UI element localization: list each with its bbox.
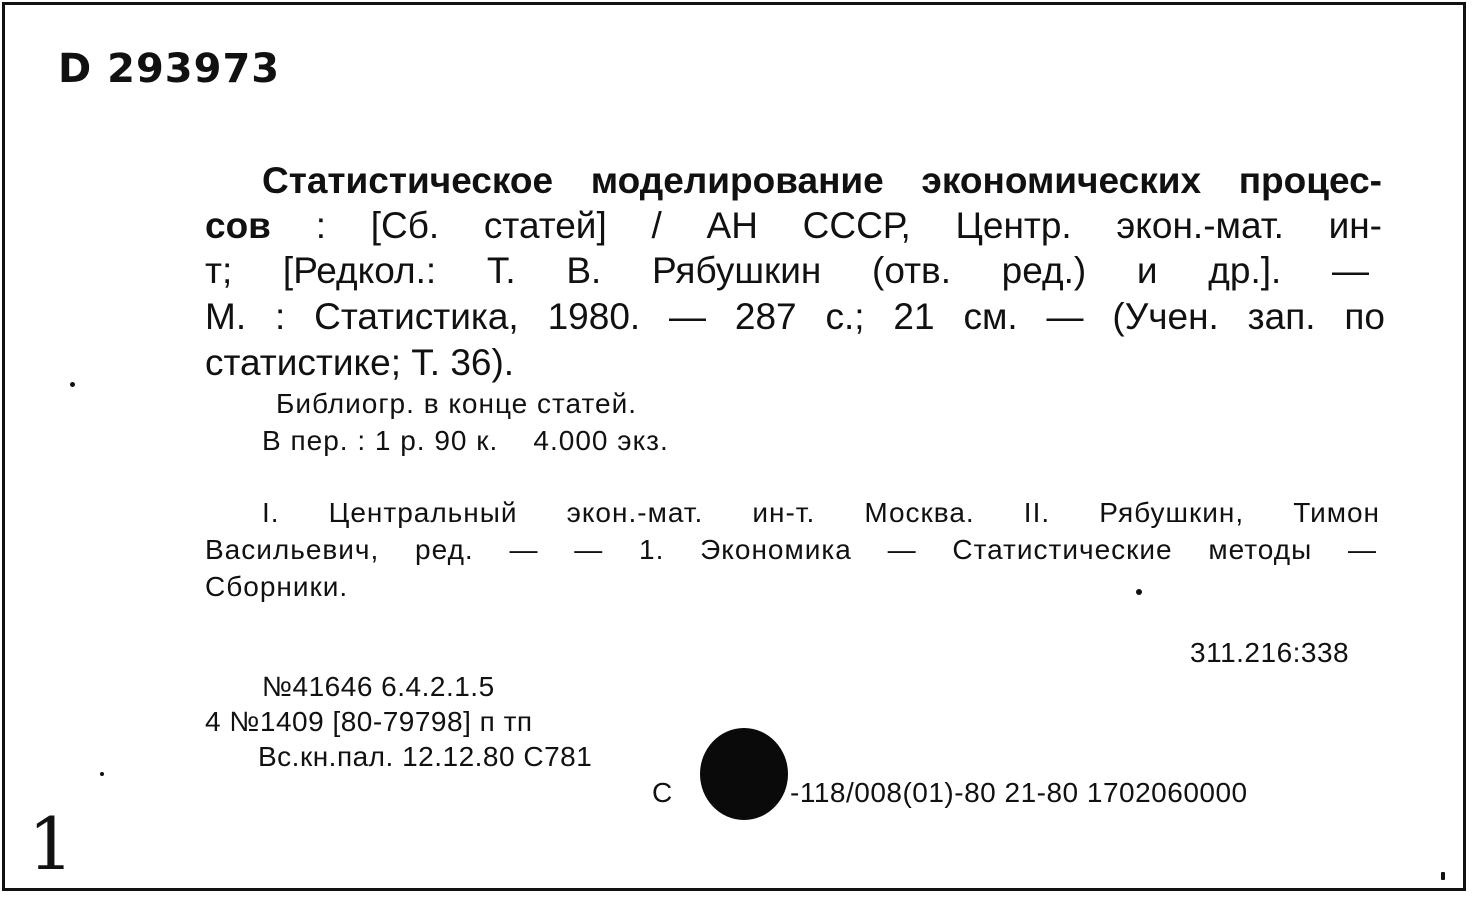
handwritten-mark: 1 xyxy=(28,802,74,886)
imprint-line-2: 4 №1409 [80-79798] п тп xyxy=(205,706,533,737)
imprint-line-1: №41646 6.4.2.1.5 xyxy=(262,671,495,702)
description-line-4: М. : Статистика, 1980. — 287 с.; 21 см. — (Учен. зап. по xyxy=(205,296,1385,337)
punch-hole xyxy=(700,728,788,820)
imprint-line-4: -118/008(01)-80 21-80 1702060000 xyxy=(790,777,1248,808)
bibliography-note: Библиогр. в конце статей. xyxy=(276,388,637,419)
price-note: В пер. : 1 р. 90 к. 4.000 экз. xyxy=(262,425,669,456)
ink-speck xyxy=(1136,589,1142,595)
ink-speck xyxy=(1441,872,1445,880)
tracing-line-1: I. Центральный экон.-мат. ин-т. Москва. II. Рябушкин, Тимон xyxy=(262,497,1380,528)
description-line-2 xyxy=(205,203,1382,248)
description-line-3: т; [Редкол.: Т. В. Рябушкин (отв. ред.) и др.]. — xyxy=(205,250,1369,291)
tracing-line-3: Сборники. xyxy=(205,571,349,602)
series-statement: : [Сб. статей] / АН СССР, Центр. экон.-мат. ин- xyxy=(315,205,1383,246)
imprint-line-4-prefix: С xyxy=(652,777,673,808)
tracing-line-2: Васильевич, ред. — — 1. Экономика — Статистические методы — xyxy=(205,534,1377,565)
title-continuation: сов xyxy=(205,205,271,246)
call-number: D 293973 xyxy=(58,46,281,92)
imprint-line-3: Вс.кн.пал. 12.12.80 С781 xyxy=(258,741,593,772)
ink-speck xyxy=(70,382,75,387)
classification-index: 311.216:338 xyxy=(1190,637,1350,668)
ink-speck xyxy=(100,772,104,776)
description-line-5: статистике; Т. 36). xyxy=(205,342,515,383)
title-line: Статистическое моделирование экономических процес- xyxy=(262,160,1382,201)
